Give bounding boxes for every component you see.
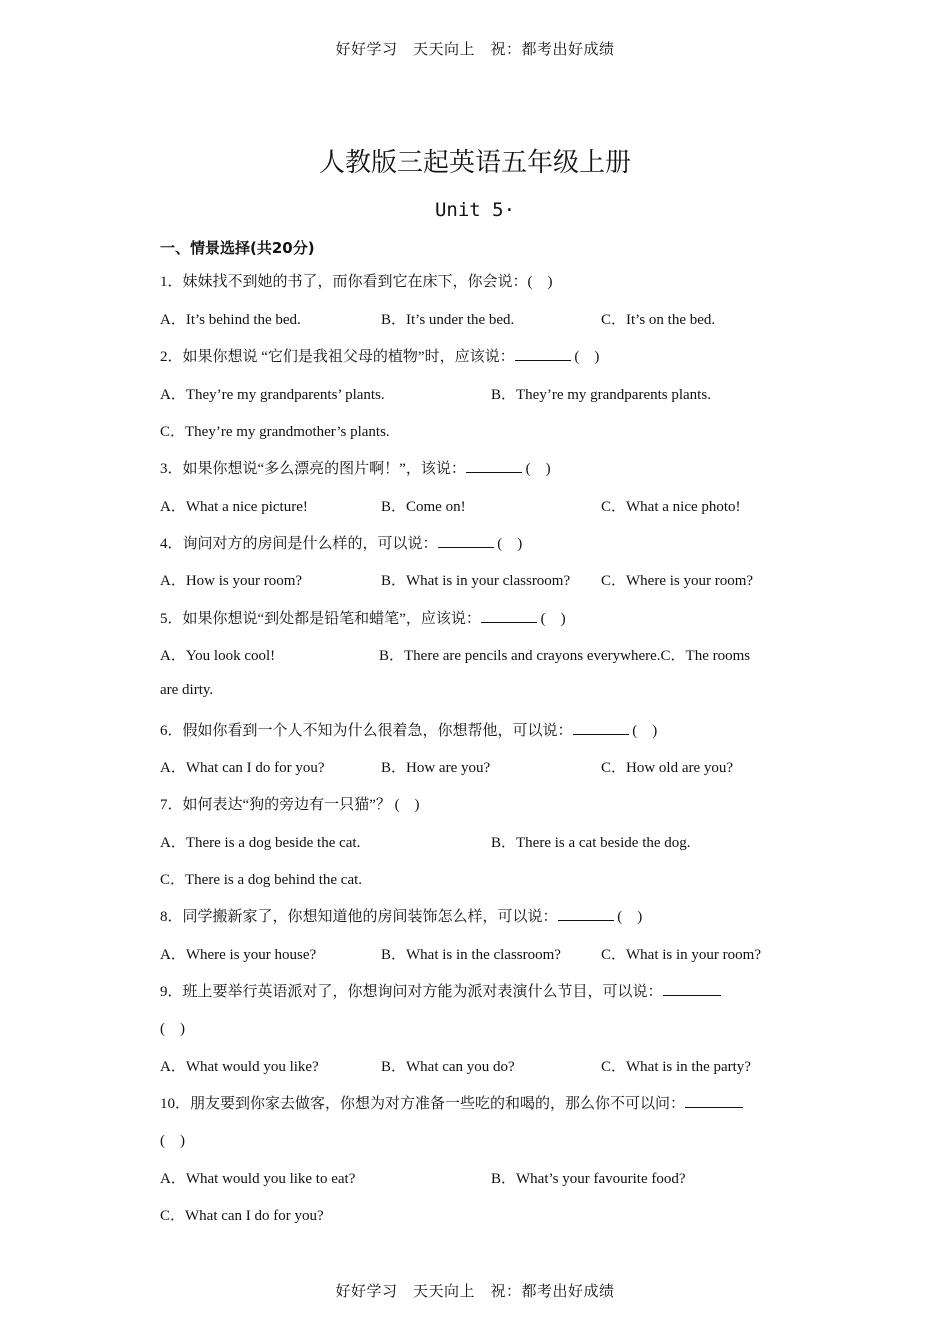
q2-option-b[interactable]: B．They’re my grandparents plants. <box>491 387 711 403</box>
q7-option-b[interactable]: B．There is a cat beside the dog. <box>491 835 691 851</box>
q8-option-a[interactable]: A．Where is your house? <box>160 947 317 963</box>
q5-option-b[interactable]: B．There are pencils and crayons everywhere.C．The rooms <box>379 648 751 664</box>
q10-option-a[interactable]: A．What would you like to eat? <box>160 1171 356 1187</box>
q4-option-c[interactable]: C．Where is your room? <box>601 573 754 589</box>
answer-blank[interactable] <box>663 983 721 996</box>
q1-option-c[interactable]: C．It’s on the bed. <box>601 312 716 328</box>
q8-option-b[interactable]: B．What is in the classroom? <box>381 947 561 963</box>
unit-title: Unit 5· <box>434 199 516 221</box>
q2-option-a[interactable]: A．They’re my grandparents’ plants. <box>160 387 385 403</box>
answer-blank[interactable] <box>438 535 494 548</box>
q3-option-a[interactable]: A．What a nice picture! <box>160 499 308 515</box>
q10-option-b[interactable]: B．What’s your favourite food? <box>491 1171 686 1187</box>
q1-option-b[interactable]: B．It’s under the bed. <box>381 312 515 328</box>
answer-blank[interactable] <box>481 610 537 623</box>
q5-option-c-continued[interactable]: are dirty. <box>160 682 214 698</box>
q9-option-c[interactable]: C．What is in the party? <box>601 1059 751 1075</box>
q10-option-c[interactable]: C．What can I do for you? <box>160 1208 324 1224</box>
page-footer: 好好学习 天天向上 祝：都考出好成绩 <box>335 1282 615 1300</box>
question-7: 7．如何表达“狗的旁边有一只猫”？ ( ) <box>160 797 420 813</box>
answer-blank[interactable] <box>515 348 571 361</box>
q5-option-a[interactable]: A．You look cool! <box>160 648 276 664</box>
q2-option-c[interactable]: C．They’re my grandmother’s plants. <box>160 424 390 440</box>
q9-option-a[interactable]: A．What would you like? <box>160 1059 319 1075</box>
answer-blank[interactable] <box>466 460 522 473</box>
q3-option-c[interactable]: C．What a nice photo! <box>601 499 741 515</box>
question-9: 9．班上要举行英语派对了，你想询问对方能为派对表演什么节目，可以说： <box>160 980 721 1001</box>
q6-option-b[interactable]: B．How are you? <box>381 760 491 776</box>
question-4: 4．询问对方的房间是什么样的，可以说： ( ) <box>160 536 523 552</box>
q7-option-a[interactable]: A．There is a dog beside the cat. <box>160 835 361 851</box>
question-3: 3．如果你想说“多么漂亮的图片啊！”，该说： ( ) <box>160 461 551 477</box>
question-8: 8．同学搬新家了，你想知道他的房间装饰怎么样，可以说： ( ) <box>160 909 643 925</box>
question-2: 2．如果你想说 “它们是我祖父母的植物”时，应该说： ( ) <box>160 349 600 365</box>
question-10: 10．朋友要到你家去做客，你想为对方准备一些吃的和喝的，那么你不可以问： <box>160 1092 743 1113</box>
question-1: 1．妹妹找不到她的书了，而你看到它在床下，你会说：( ) <box>160 274 553 290</box>
answer-blank[interactable] <box>685 1095 743 1108</box>
question-5: 5．如果你想说“到处都是铅笔和蜡笔”，应该说： ( ) <box>160 611 566 627</box>
question-10-bracket: ( ) <box>160 1133 185 1149</box>
q9-option-b[interactable]: B．What can you do? <box>381 1059 515 1075</box>
page-title: 人教版三起英语五年级上册 <box>318 148 631 178</box>
answer-blank[interactable] <box>573 722 629 735</box>
q8-option-c[interactable]: C．What is in your room? <box>601 947 761 963</box>
q7-option-c[interactable]: C．There is a dog behind the cat. <box>160 872 363 888</box>
q6-option-a[interactable]: A．What can I do for you? <box>160 760 325 776</box>
question-6: 6．假如你看到一个人不知为什么很着急，你想帮他，可以说： ( ) <box>160 723 658 739</box>
section-heading: 一、情景选择(共20分) <box>160 239 315 257</box>
q4-option-b[interactable]: B．What is in your classroom? <box>381 573 571 589</box>
q1-option-a[interactable]: A．It’s behind the bed. <box>160 312 301 328</box>
q4-option-a[interactable]: A．How is your room? <box>160 573 303 589</box>
q6-option-c[interactable]: C．How old are you? <box>601 760 734 776</box>
page-header: 好好学习 天天向上 祝：都考出好成绩 <box>335 40 615 58</box>
q3-option-b[interactable]: B．Come on! <box>381 499 466 515</box>
answer-blank[interactable] <box>558 908 614 921</box>
question-9-bracket: ( ) <box>160 1021 185 1037</box>
